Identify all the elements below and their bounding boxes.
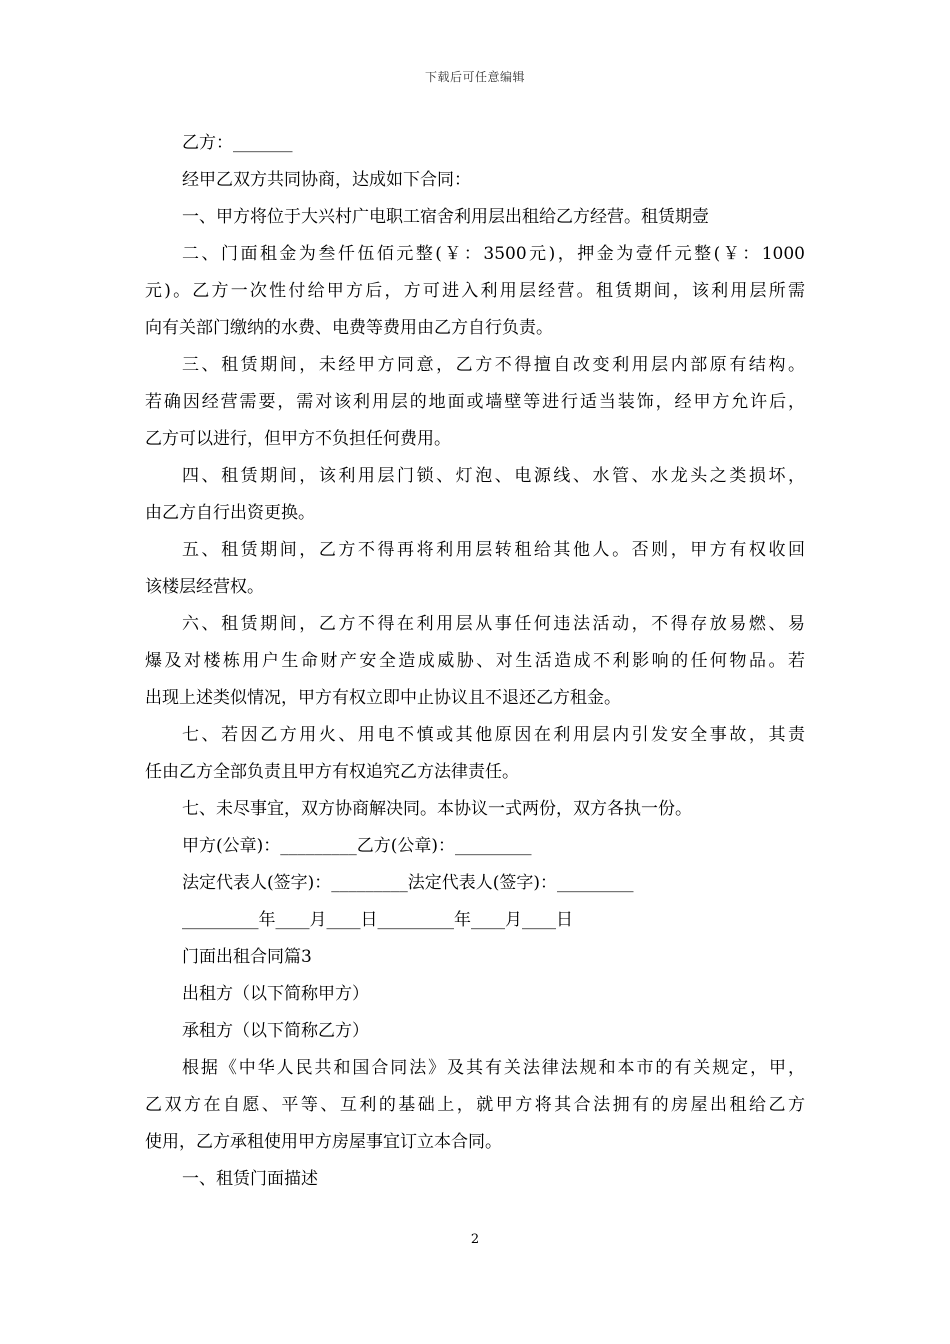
page-number: 2 bbox=[470, 1232, 480, 1247]
text-line: 承租方（以下简称乙方） bbox=[182, 1021, 369, 1041]
text-line: 法定代表人(签字)：_________法定代表人(签字)：_________ bbox=[182, 873, 634, 893]
text-line: 乙方：_______ bbox=[182, 133, 293, 153]
text-line: 任由乙方全部负责且甲方有权追究乙方法律责任。 bbox=[145, 762, 519, 782]
text-line: 四、租赁期间，该利用层门锁、灯泡、电源线、水管、水龙头之类损坏， bbox=[182, 466, 805, 486]
text-line: 一、甲方将位于大兴村广电职工宿舍利用层出租给乙方经营。租赁期壹 bbox=[182, 207, 709, 227]
text-line: 由乙方自行出资更换。 bbox=[145, 503, 315, 523]
text-line: 七、未尽事宜，双方协商解决同。本协议一式两份，双方各执一份。 bbox=[182, 799, 692, 819]
text-line: 门面出租合同篇3 bbox=[182, 947, 312, 967]
text-line: 向有关部门缴纳的水费、电费等费用由乙方自行负责。 bbox=[145, 318, 553, 338]
text-line: 五、租赁期间，乙方不得再将利用层转租给其他人。否则，甲方有权收回 bbox=[182, 540, 805, 560]
text-line: 若确因经营需要，需对该利用层的地面或墙壁等进行适当装饰，经甲方允许后， bbox=[145, 392, 805, 412]
text-line: 乙方可以进行，但甲方不负担任何费用。 bbox=[145, 429, 451, 449]
text-line: 二、门面租金为叁仟伍佰元整(￥：3500元)，押金为壹仟元整(￥：1000 bbox=[182, 244, 805, 264]
text-line: 乙双方在自愿、平等、互利的基础上，就甲方将其合法拥有的房屋出租给乙方 bbox=[145, 1095, 805, 1115]
text-line: _________年____月____日_________年____月____日 bbox=[182, 910, 573, 930]
text-line: 经甲乙双方共同协商，达成如下合同： bbox=[182, 170, 471, 190]
text-line: 七、若因乙方用火、用电不慎或其他原因在利用层内引发安全事故，其责 bbox=[182, 725, 805, 745]
text-line: 该楼层经营权。 bbox=[145, 577, 264, 597]
text-line: 根据《中华人民共和国合同法》及其有关法律法规和本市的有关规定，甲， bbox=[182, 1058, 805, 1078]
text-line: 使用，乙方承租使用甲方房屋事宜订立本合同。 bbox=[145, 1132, 502, 1152]
text-line: 六、租赁期间，乙方不得在利用层从事任何违法活动，不得存放易燃、易 bbox=[182, 614, 805, 634]
text-line: 出现上述类似情况，甲方有权立即中止协议且不退还乙方租金。 bbox=[145, 688, 621, 708]
text-line: 三、租赁期间，未经甲方同意，乙方不得擅自改变利用层内部原有结构。 bbox=[182, 355, 805, 375]
text-line: 出租方（以下简称甲方） bbox=[182, 984, 369, 1004]
contract-body bbox=[145, 125, 805, 1198]
text-line: 甲方(公章)：_________乙方(公章)：_________ bbox=[182, 836, 532, 856]
page-header-note: 下载后可任意编辑 bbox=[424, 70, 525, 84]
text-line: 元)。乙方一次性付给甲方后，方可进入利用层经营。租赁期间，该利用层所需 bbox=[145, 281, 805, 301]
text-line: 一、租赁门面描述 bbox=[182, 1169, 318, 1189]
text-line: 爆及对楼栋用户生命财产安全造成威胁、对生活造成不利影响的任何物品。若 bbox=[145, 651, 805, 671]
